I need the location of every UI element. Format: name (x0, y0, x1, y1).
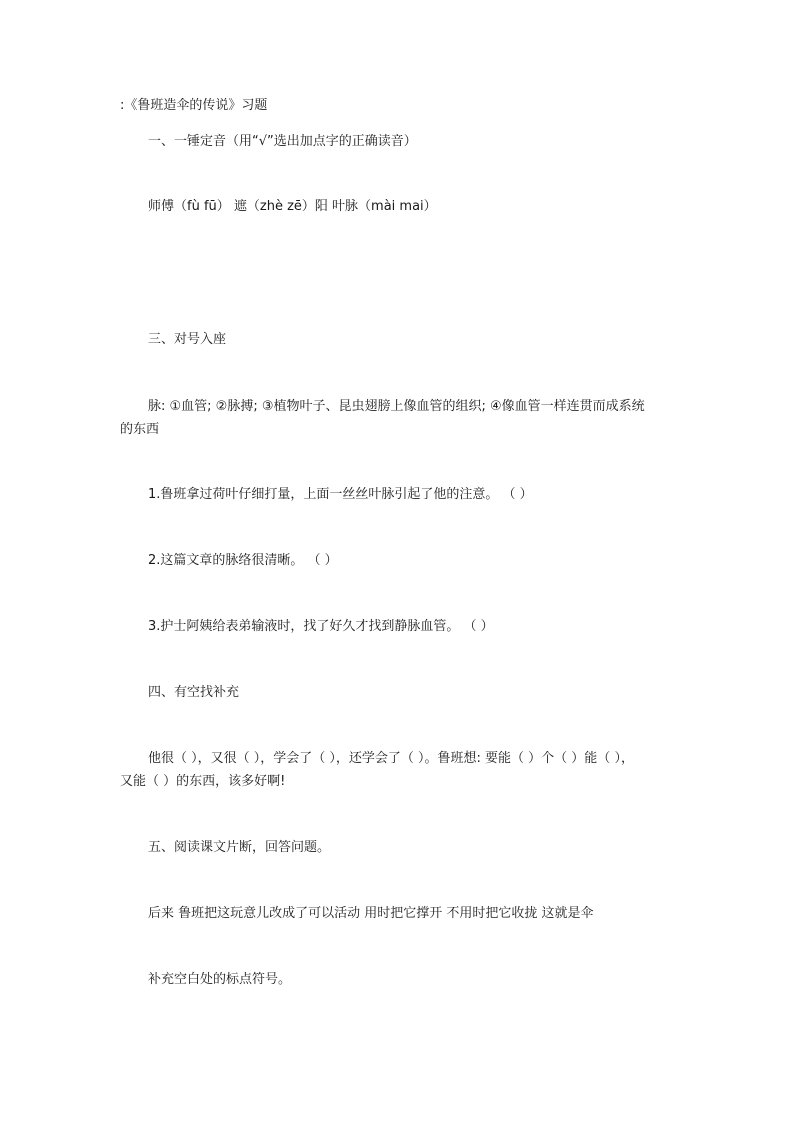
section-5-heading: 五、阅读课文片断，回答问题。 (148, 840, 331, 855)
section-3-question-1: 1.鲁班拿过荷叶仔细打量，上面一丝丝叶脉引起了他的注意。 （ ） (148, 487, 533, 502)
section-3-definition-line-2: 的东西 (120, 422, 160, 437)
document-title: :《鲁班造伞的传说》习题 (120, 98, 268, 113)
section-3-question-3: 3.护士阿姨给表弟输液时，找了好久才找到静脉血管。 （ ） (148, 619, 494, 634)
section-4-text-line-2: 又能（ ）的东西，该多好啊! (120, 774, 286, 789)
section-3-question-2: 2.这篇文章的脉络很清晰。 （ ） (148, 553, 338, 568)
section-4-text-line-1: 他很（ ），又很（ ），学会了（ ），还学会了（ ）。鲁班想: 要能（ ）个（ ）能（ ）， (148, 751, 634, 766)
section-3-definition-line-1: 脉: ①血管; ②脉搏; ③植物叶子、昆虫翅膀上像血管的组织; ④像血管一样连贯而成系统 (148, 399, 645, 414)
section-5-passage: 后来 鲁班把这玩意儿改成了可以活动 用时把它撑开 不用时把它收拢 这就是伞 (148, 906, 594, 921)
section-4-heading: 四、有空找补充 (148, 685, 240, 700)
section-5-instruction: 补充空白处的标点符号。 (148, 972, 292, 987)
section-3-heading: 三、对号入座 (148, 332, 227, 347)
section-1-items: 师傅（fù fū） 遮（zhè zē）阳 叶脉（mài mai） (148, 199, 437, 214)
section-1-heading: 一、一锤定音（用“√”选出加点字的正确读音） (148, 134, 417, 149)
